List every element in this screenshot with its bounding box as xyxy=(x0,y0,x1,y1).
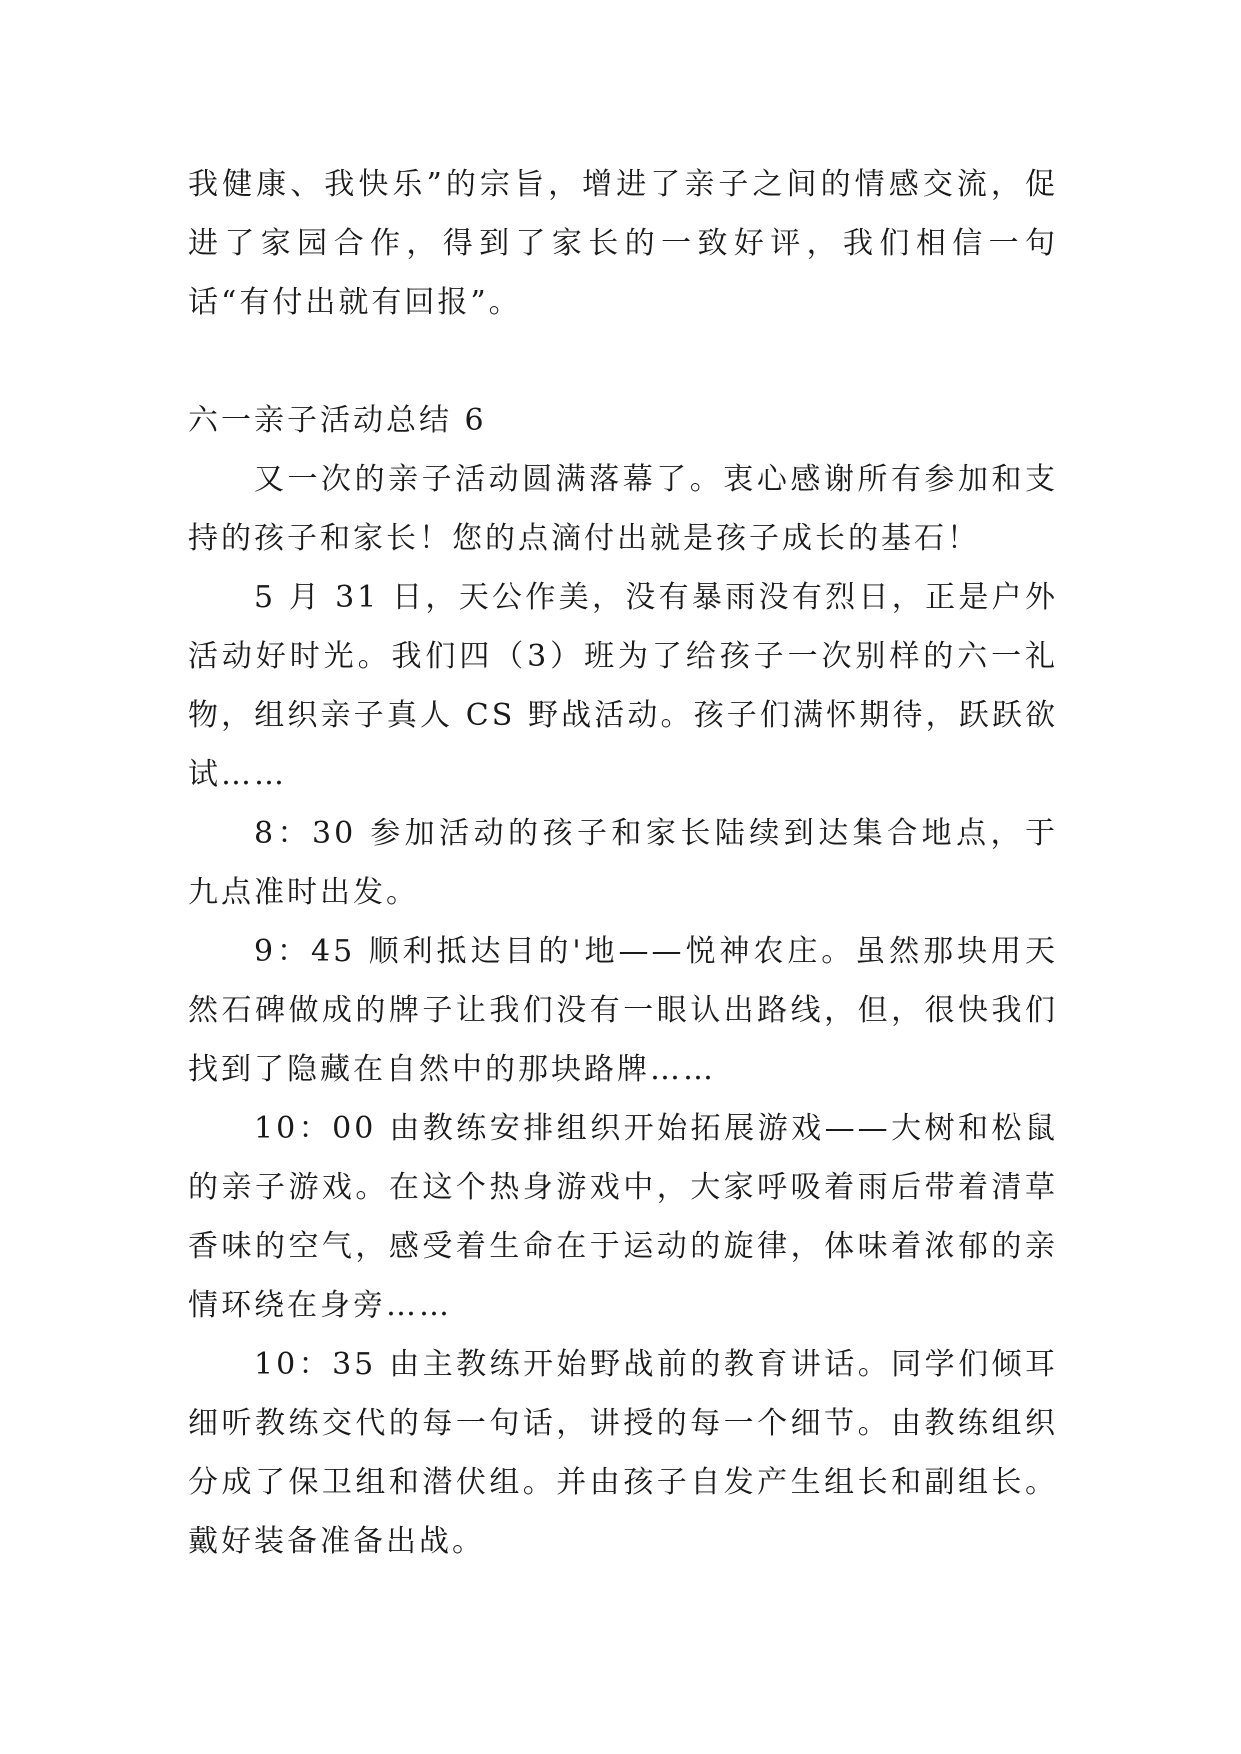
document-body xyxy=(188,155,1058,1571)
paragraph-0830: 8：30 参加活动的孩子和家长陆续到达集合地点，于九点准时出发。 xyxy=(188,816,1058,910)
paragraph-0945: 9：45 顺利抵达目的'地——悦神农庄。虽然那块用天然石碑做成的牌子让我们没有一眼认出路线，但，很快我们找到了隐藏在自然中的那块路牌…… xyxy=(188,934,1058,1087)
lead-paragraph: 我健康、我快乐”的宗旨，增进了亲子之间的情感交流，促进了家园合作，得到了家长的一致好评，我们相信一句话“有付出就有回报”。 xyxy=(188,167,1058,320)
section-title: 六一亲子活动总结 6 xyxy=(188,403,487,438)
paragraph-1035: 10：35 由主教练开始野战前的教育讲话。同学们倾耳细听教练交代的每一句话，讲授的每一个细节。由教练组织分成了保卫组和潜伏组。并由孩子自发产生组长和副组长。戴好装备准备出战。 xyxy=(188,1347,1058,1559)
paragraph-1000: 10：00 由教练安排组织开始拓展游戏——大树和松鼠的亲子游戏。在这个热身游戏中，大家呼吸着雨后带着清草香味的空气，感受着生命在于运动的旋律，体味着浓郁的亲情环绕在身旁…… xyxy=(188,1111,1058,1323)
paragraph-thanks: 又一次的亲子活动圆满落幕了。衷心感谢所有参加和支持的孩子和家长！您的点滴付出就是孩子成长的基石！ xyxy=(188,462,1058,556)
paragraph-may-31: 5 月 31 日，天公作美，没有暴雨没有烈日，正是户外活动好时光。我们四（3）班为了给孩子一次别样的六一礼物，组织亲子真人 CS 野战活动。孩子们满怀期待，跃跃欲试…… xyxy=(188,580,1058,792)
